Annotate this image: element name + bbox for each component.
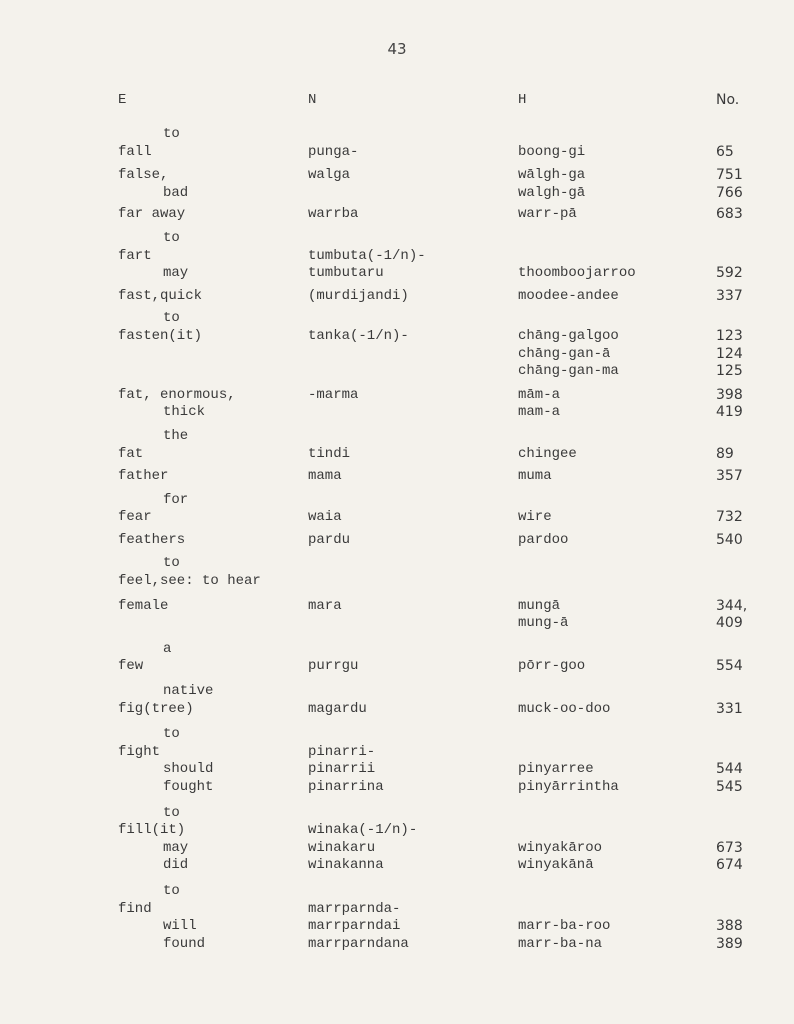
entries-list bbox=[118, 126, 758, 953]
english-word: may bbox=[163, 265, 189, 282]
entry-row bbox=[118, 328, 758, 346]
h-word: winyakāroo bbox=[518, 839, 603, 856]
english-word: feel,see: to hear bbox=[118, 573, 261, 590]
h-word: wālgh-ga bbox=[518, 167, 586, 184]
english-word: will bbox=[163, 918, 197, 935]
h-word: mungā bbox=[518, 597, 561, 614]
vocabulary-entry bbox=[118, 468, 758, 486]
reference-number: 388 bbox=[716, 918, 743, 935]
entry-row bbox=[118, 288, 758, 306]
native-word: tumbutaru bbox=[308, 265, 384, 282]
entry-row bbox=[118, 167, 758, 185]
english-word: false, bbox=[118, 167, 169, 184]
entry-row bbox=[118, 883, 758, 901]
english-word: fat bbox=[118, 445, 144, 462]
vocabulary-entry bbox=[118, 126, 758, 161]
h-word: pinyārrintha bbox=[518, 779, 619, 795]
native-word: pinarrii bbox=[308, 761, 376, 778]
native-word: marrparndana bbox=[308, 935, 409, 952]
entry-row bbox=[118, 509, 758, 527]
entry-row bbox=[118, 615, 758, 633]
entry-row bbox=[118, 840, 758, 858]
reference-number: 732 bbox=[716, 509, 743, 526]
english-word: found bbox=[163, 935, 206, 952]
entry-row bbox=[118, 468, 758, 486]
native-word: (murdijandi) bbox=[308, 287, 409, 304]
vocabulary-entry bbox=[118, 641, 758, 676]
entry-row bbox=[118, 761, 758, 779]
h-word: mam-a bbox=[518, 404, 561, 421]
english-word: fast,quick bbox=[118, 287, 203, 304]
h-word: marr-ba-roo bbox=[518, 918, 611, 935]
reference-number: 389 bbox=[716, 935, 743, 952]
english-word: native bbox=[163, 683, 214, 700]
reference-number: 124 bbox=[716, 345, 743, 362]
reference-number: 89 bbox=[716, 445, 734, 462]
entry-row bbox=[118, 144, 758, 162]
entry-row bbox=[118, 265, 758, 283]
entry-row bbox=[118, 901, 758, 919]
native-word: winakaru bbox=[308, 839, 376, 856]
column-headers bbox=[118, 92, 758, 118]
native-word: winakanna bbox=[308, 857, 384, 874]
english-word: to bbox=[163, 555, 180, 572]
entry-row bbox=[118, 598, 758, 616]
h-word: pōrr-goo bbox=[518, 658, 586, 675]
vocabulary-entry bbox=[118, 726, 758, 796]
entry-row bbox=[118, 404, 758, 422]
reference-number: 65 bbox=[716, 143, 734, 160]
vocabulary-entry bbox=[118, 310, 758, 380]
reference-number: 545 bbox=[716, 779, 743, 795]
english-word: to bbox=[163, 882, 180, 899]
reference-number: 674 bbox=[716, 857, 743, 874]
vocabulary-entry bbox=[118, 598, 758, 633]
reference-number: 544 bbox=[716, 761, 743, 778]
h-word: mung-ā bbox=[518, 615, 569, 632]
reference-number: 673 bbox=[716, 839, 743, 856]
reference-number: 592 bbox=[716, 265, 743, 282]
entry-row bbox=[118, 310, 758, 328]
native-word: winaka(-1/n)- bbox=[308, 822, 418, 839]
h-word: pinyarree bbox=[518, 761, 594, 778]
entry-row bbox=[118, 532, 758, 550]
native-word: mama bbox=[308, 468, 342, 485]
entry-row bbox=[118, 555, 758, 573]
english-word: may bbox=[163, 839, 189, 856]
vocabulary-entry bbox=[118, 167, 758, 202]
english-word: feathers bbox=[118, 531, 186, 548]
h-word: moodee-andee bbox=[518, 287, 619, 304]
vocabulary-entry bbox=[118, 428, 758, 463]
english-word: father bbox=[118, 468, 169, 485]
native-word: magardu bbox=[308, 700, 367, 717]
entry-row bbox=[118, 387, 758, 405]
h-word: muma bbox=[518, 468, 552, 485]
english-word: bad bbox=[163, 184, 189, 201]
reference-number: 554 bbox=[716, 658, 743, 675]
h-word: boong-gi bbox=[518, 143, 586, 160]
english-word: fart bbox=[118, 247, 152, 264]
english-word: fig(tree) bbox=[118, 700, 194, 717]
header-native: N bbox=[308, 92, 317, 108]
h-word: wire bbox=[518, 509, 552, 526]
entry-row bbox=[118, 936, 758, 954]
reference-number: 766 bbox=[716, 184, 743, 201]
english-word: to bbox=[163, 229, 180, 246]
english-word: fought bbox=[163, 779, 214, 795]
vocabulary-entry bbox=[118, 387, 758, 422]
h-word: chāng-gan-ma bbox=[518, 363, 619, 380]
entry-row bbox=[118, 726, 758, 744]
native-word: tumbuta(-1/n)- bbox=[308, 247, 426, 264]
vocabulary-entry bbox=[118, 883, 758, 953]
h-word: chingee bbox=[518, 445, 577, 462]
vocabulary-entry bbox=[118, 230, 758, 283]
entry-row bbox=[118, 573, 758, 591]
h-word: mām-a bbox=[518, 386, 561, 403]
english-word: find bbox=[118, 900, 152, 917]
entry-row bbox=[118, 779, 758, 797]
vocabulary-entry bbox=[118, 555, 758, 590]
native-word: tanka(-1/n)- bbox=[308, 327, 409, 344]
native-word: marrparnda- bbox=[308, 900, 401, 917]
native-word: marrparndai bbox=[308, 918, 401, 935]
entry-row bbox=[118, 683, 758, 701]
reference-number: 331 bbox=[716, 700, 743, 717]
reference-number: 357 bbox=[716, 468, 743, 485]
vocabulary-table bbox=[118, 92, 758, 953]
entry-row bbox=[118, 126, 758, 144]
entry-row bbox=[118, 857, 758, 875]
native-word: warrba bbox=[308, 206, 359, 223]
entry-row bbox=[118, 363, 758, 381]
entry-row bbox=[118, 492, 758, 510]
reference-number: 683 bbox=[716, 206, 743, 223]
english-word: fat, enormous, bbox=[118, 386, 236, 403]
native-word: -marma bbox=[308, 386, 359, 403]
english-word: far away bbox=[118, 206, 186, 223]
vocabulary-entry bbox=[118, 206, 758, 224]
english-word: fear bbox=[118, 509, 152, 526]
h-word: marr-ba-na bbox=[518, 935, 603, 952]
reference-number: 125 bbox=[716, 363, 743, 380]
english-word: fasten(it) bbox=[118, 327, 203, 344]
reference-number: 398 bbox=[716, 386, 743, 403]
h-word: chāng-galgoo bbox=[518, 327, 619, 344]
reference-number: 409 bbox=[716, 615, 743, 632]
header-number: No. bbox=[716, 92, 740, 108]
english-word: a bbox=[163, 640, 172, 657]
h-word: walgh-gā bbox=[518, 184, 586, 201]
entry-row bbox=[118, 918, 758, 936]
h-word: thoomboojarroo bbox=[518, 265, 636, 282]
reference-number: 751 bbox=[716, 167, 743, 184]
native-word: punga- bbox=[308, 143, 359, 160]
entry-row bbox=[118, 805, 758, 823]
reference-number: 419 bbox=[716, 404, 743, 421]
h-word: muck-oo-doo bbox=[518, 700, 611, 717]
reference-number: 344, bbox=[716, 597, 748, 614]
english-word: fill(it) bbox=[118, 822, 186, 839]
native-word: mara bbox=[308, 597, 342, 614]
vocabulary-entry bbox=[118, 532, 758, 550]
vocabulary-entry bbox=[118, 288, 758, 306]
entry-row bbox=[118, 744, 758, 762]
native-word: pinarrina bbox=[308, 779, 384, 795]
native-word: pardu bbox=[308, 531, 351, 548]
entry-row bbox=[118, 185, 758, 203]
entry-row bbox=[118, 346, 758, 364]
vocabulary-entry bbox=[118, 805, 758, 875]
h-word: chāng-gan-ā bbox=[518, 345, 611, 362]
vocabulary-entry bbox=[118, 683, 758, 718]
english-word: female bbox=[118, 597, 169, 614]
english-word: fight bbox=[118, 743, 161, 760]
english-word: fall bbox=[118, 143, 152, 160]
native-word: pinarri- bbox=[308, 743, 376, 760]
h-word: warr-pā bbox=[518, 206, 577, 223]
entry-row bbox=[118, 230, 758, 248]
english-word: to bbox=[163, 726, 180, 743]
english-word: to bbox=[163, 804, 180, 821]
english-word: to bbox=[163, 310, 180, 327]
english-word: did bbox=[163, 857, 189, 874]
native-word: purrgu bbox=[308, 658, 359, 675]
native-word: tindi bbox=[308, 445, 351, 462]
native-word: walga bbox=[308, 167, 351, 184]
header-english: E bbox=[118, 92, 127, 108]
english-word: should bbox=[163, 761, 214, 778]
reference-number: 123 bbox=[716, 327, 743, 344]
entry-row bbox=[118, 206, 758, 224]
vocabulary-entry bbox=[118, 492, 758, 527]
english-word: few bbox=[118, 658, 144, 675]
native-word: waia bbox=[308, 509, 342, 526]
english-word: the bbox=[163, 427, 189, 444]
h-word: pardoo bbox=[518, 531, 569, 548]
entry-row bbox=[118, 641, 758, 659]
entry-row bbox=[118, 701, 758, 719]
page-number: 43 bbox=[387, 40, 407, 58]
english-word: thick bbox=[163, 404, 206, 421]
entry-row bbox=[118, 248, 758, 266]
entry-row bbox=[118, 428, 758, 446]
reference-number: 540 bbox=[716, 531, 743, 548]
english-word: to bbox=[163, 126, 180, 142]
header-h: H bbox=[518, 92, 527, 108]
entry-row bbox=[118, 446, 758, 464]
reference-number: 337 bbox=[716, 287, 743, 304]
english-word: for bbox=[163, 491, 189, 508]
entry-row bbox=[118, 658, 758, 676]
entry-row bbox=[118, 822, 758, 840]
h-word: winyakānā bbox=[518, 857, 594, 874]
